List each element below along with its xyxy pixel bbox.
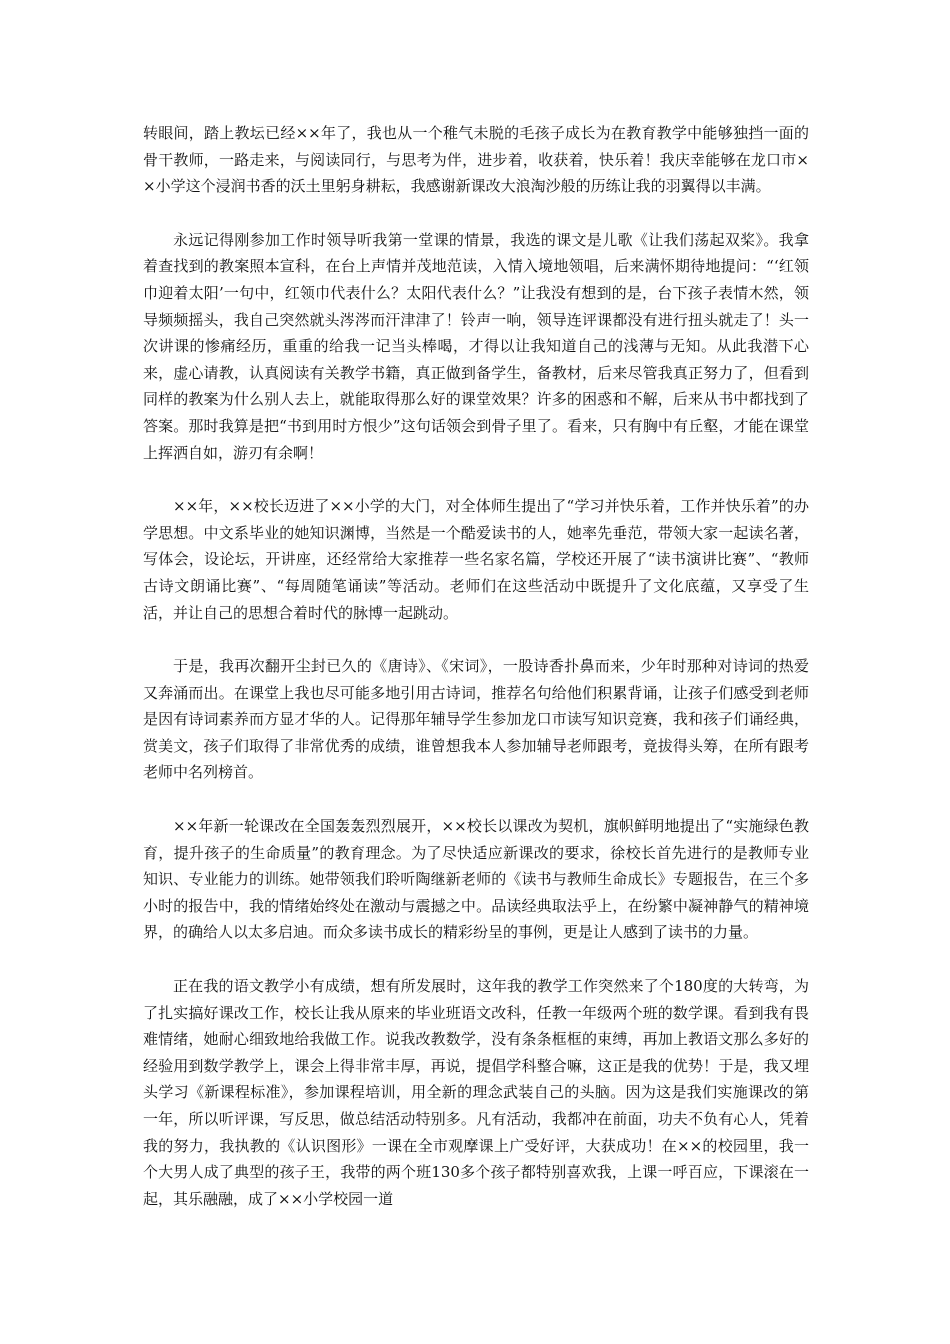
paragraph-2: 永远记得刚参加工作时领导听我第一堂课的情景，我选的课文是儿歌《让我们荡起双桨》。我拿着查找到的教案照本宣科，在台上声情并茂地范读，入情入境地领唱，后来满怀期待地提问：“‘红领巾迎着太阳’一句中，红领巾代表什么？太阳代表什么？”让我没有想到的是，台下孩子表情木然，领导频频摇头，我自己突然就头涔涔而汗津津了！铃声一响，领导连评课都没有进行扭头就走了！头一次讲课的惨痛经历，重重的给我一记当头棒喝，才得以让我知道自己的浅薄与无知。从此我潜下心来，虚心请教，认真阅读有关教学书籍，真正做到备学生，备教材，后来尽管我真正努力了，但看到同样的教案为什么别人去上，就能取得那么好的课堂效果？许多的困惑和不解，后来从书中都找到了答案。那时我算是把“书到用时方恨少”这句话领会到骨子里了。看来，只有胸中有丘壑，才能在课堂上挥洒自如，游刃有余啊！ (143, 230, 809, 462)
paragraph-5: ××年新一轮课改在全国轰轰烈烈展开，××校长以课改为契机，旗帜鲜明地提出了“实施绿色教育，提升孩子的生命质量”的教育理念。为了尽快适应新课改的要求，徐校长首先进行的是教师专业知识、专业能力的训练。她带领我们聆听陶继新老师的《读书与教师生命成长》专题报告，在三个多小时的报告中，我的情绪始终处在激动与震撼之中。品读经典取法乎上，在纷繁中凝神静气的精神境界，的确给人以太多启迪。而众多读书成长的精彩纷呈的事例，更是让人感到了读书的力量。 (143, 817, 809, 942)
paragraph-1: 转眼间，踏上教坛已经××年了，我也从一个稚气未脱的毛孩子成长为在教育教学中能够独挡一面的骨干教师，一路走来，与阅读同行，与思考为伴，进步着，收获着，快乐着！我庆幸能够在龙口市××小学这个浸润书香的沃土里躬身耕耘，我感谢新课改大浪淘沙般的历练让我的羽翼得以丰满。 (143, 124, 809, 196)
paragraph-6: 正在我的语文教学小有成绩，想有所发展时，这年我的教学工作突然来了个180度的大转弯，为了扎实搞好课改工作，校长让我从原来的毕业班语文改科，任教一年级两个班的数学课。看到我有畏难情绪，她耐心细致地给我做工作。说我改教数学，没有条条框框的束缚，再加上教语文那么多好的经验用到数学教学上，课会上得非常丰厚，再说，提倡学科整合嘛，这正是我的优势！于是，我又埋头学习《新课程标准》，参加课程培训，用全新的理念武装自己的头脑。因为这是我们实施课改的第一年，所以听评课，写反思，做总结活动特别多。凡有活动，我都冲在前面，功夫不负有心人，凭着我的努力，我执教的《认识图形》一课在全市观摩课上广受好评，大获成功！在××的校园里，我一个大男人成了典型的孩子王，我带的两个班130多个孩子都特别喜欢我，上课一呼百应，下课滚在一起，其乐融融，成了××小学校园一道 (143, 977, 809, 1208)
paragraph-4: 于是，我再次翻开尘封已久的《唐诗》、《宋词》，一股诗香扑鼻而来，少年时那种对诗词的热爱又奔涌而出。在课堂上我也尽可能多地引用古诗词，推荐名句给他们积累背诵，让孩子们感受到老师是因有诗词素养而方显才华的人。记得那年辅导学生参加龙口市读写知识竞赛，我和孩子们诵经典，赏美文，孩子们取得了非常优秀的成绩，谁曾想我本人参加辅导老师跟考，竟拔得头筹，在所有跟考老师中名列榜首。 (143, 657, 809, 782)
paragraph-3: ××年，××校长迈进了××小学的大门，对全体师生提出了“学习并快乐着，工作并快乐着”的办学思想。中文系毕业的她知识渊博，当然是一个酷爱读书的人，她率先垂范，带领大家一起读名著，写体会，设论坛，开讲座，还经常给大家推荐一些名家名篇，学校还开展了“读书演讲比赛”、“教师古诗文朗诵比赛”、“每周随笔诵读”等活动。老师们在这些活动中既提升了文化底蕴，又享受了生活，并让自己的思想合着时代的脉博一起跳动。 (143, 497, 809, 622)
document-body (143, 120, 809, 1239)
